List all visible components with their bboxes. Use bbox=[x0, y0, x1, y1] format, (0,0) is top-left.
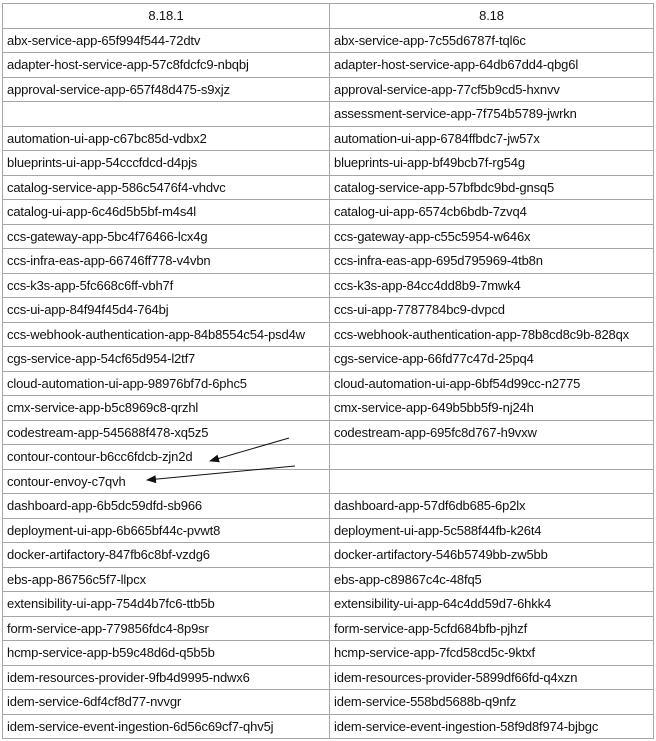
cell-pod-8-18-1: automation-ui-app-c67bc85d-vdbx2 bbox=[3, 126, 330, 151]
table-row bbox=[3, 347, 654, 372]
table-row bbox=[3, 151, 654, 176]
table-row bbox=[3, 53, 654, 78]
cell-pod-8-18-1: deployment-ui-app-6b665bf44c-pvwt8 bbox=[3, 518, 330, 543]
cell-pod-8-18-1: contour-envoy-c7qvh bbox=[3, 469, 330, 494]
cell-pod-8-18-1: ccs-webhook-authentication-app-84b8554c54-psd4w bbox=[3, 322, 330, 347]
cell-pod-8-18: automation-ui-app-6784ffbdc7-jw57x bbox=[330, 126, 654, 151]
cell-pod-8-18: assessment-service-app-7f754b5789-jwrkn bbox=[330, 102, 654, 127]
table-row bbox=[3, 126, 654, 151]
table-row bbox=[3, 298, 654, 323]
table-row bbox=[3, 567, 654, 592]
cell-pod-8-18-1: idem-service-6df4cf8d77-nvvgr bbox=[3, 690, 330, 715]
header-version-8-18: 8.18 bbox=[330, 4, 654, 29]
cell-pod-8-18: catalog-ui-app-6574cb6bdb-7zvq4 bbox=[330, 200, 654, 225]
cell-pod-8-18: codestream-app-695fc8d767-h9vxw bbox=[330, 420, 654, 445]
cell-pod-8-18: blueprints-ui-app-bf49bcb7f-rg54g bbox=[330, 151, 654, 176]
cell-pod-8-18-1: cgs-service-app-54cf65d954-l2tf7 bbox=[3, 347, 330, 372]
cell-pod-8-18-1: abx-service-app-65f994f544-72dtv bbox=[3, 28, 330, 53]
cell-pod-8-18: ebs-app-c89867c4c-48fq5 bbox=[330, 567, 654, 592]
table-row bbox=[3, 592, 654, 617]
cell-pod-8-18: ccs-gateway-app-c55c5954-w646x bbox=[330, 224, 654, 249]
cell-pod-8-18-1: blueprints-ui-app-54cccfdcd-d4pjs bbox=[3, 151, 330, 176]
cell-pod-8-18-1: ccs-ui-app-84f94f45d4-764bj bbox=[3, 298, 330, 323]
table-row bbox=[3, 494, 654, 519]
table-row bbox=[3, 518, 654, 543]
cell-pod-8-18: extensibility-ui-app-64c4dd59d7-6hkk4 bbox=[330, 592, 654, 617]
cell-pod-8-18-1: catalog-service-app-586c5476f4-vhdvc bbox=[3, 175, 330, 200]
table-row bbox=[3, 28, 654, 53]
cell-pod-8-18-1: idem-service-event-ingestion-6d56c69cf7-qhv5j bbox=[3, 714, 330, 739]
cell-pod-8-18-1: extensibility-ui-app-754d4b7fc6-ttb5b bbox=[3, 592, 330, 617]
cell-pod-8-18-1: ccs-gateway-app-5bc4f76466-lcx4g bbox=[3, 224, 330, 249]
cell-pod-8-18: ccs-ui-app-7787784bc9-dvpcd bbox=[330, 298, 654, 323]
table-row bbox=[3, 396, 654, 421]
table-row bbox=[3, 543, 654, 568]
table-row bbox=[3, 102, 654, 127]
cell-pod-8-18: cgs-service-app-66fd77c47d-25pq4 bbox=[330, 347, 654, 372]
cell-pod-8-18: cloud-automation-ui-app-6bf54d99cc-n2775 bbox=[330, 371, 654, 396]
table-row bbox=[3, 641, 654, 666]
cell-pod-8-18: hcmp-service-app-7fcd58cd5c-9ktxf bbox=[330, 641, 654, 666]
cell-pod-8-18-1: catalog-ui-app-6c46d5b5bf-m4s4l bbox=[3, 200, 330, 225]
cell-pod-8-18: idem-resources-provider-5899df66fd-q4xzn bbox=[330, 665, 654, 690]
cell-pod-8-18: approval-service-app-77cf5b9cd5-hxnvv bbox=[330, 77, 654, 102]
cell-pod-8-18-1: ccs-k3s-app-5fc668c6ff-vbh7f bbox=[3, 273, 330, 298]
cell-pod-8-18-1: docker-artifactory-847fb6c8bf-vzdg6 bbox=[3, 543, 330, 568]
cell-pod-8-18-1: idem-resources-provider-9fb4d9995-ndwx6 bbox=[3, 665, 330, 690]
table-row bbox=[3, 249, 654, 274]
table-row bbox=[3, 690, 654, 715]
cell-pod-8-18: cmx-service-app-649b5bb5f9-nj24h bbox=[330, 396, 654, 421]
cell-pod-8-18-1: hcmp-service-app-b59c48d6d-q5b5b bbox=[3, 641, 330, 666]
cell-pod-8-18: catalog-service-app-57bfbdc9bd-gnsq5 bbox=[330, 175, 654, 200]
cell-pod-8-18 bbox=[330, 445, 654, 470]
table-row bbox=[3, 371, 654, 396]
cell-pod-8-18-1: dashboard-app-6b5dc59dfd-sb966 bbox=[3, 494, 330, 519]
cell-pod-8-18: form-service-app-5cfd684bfb-pjhzf bbox=[330, 616, 654, 641]
table-row bbox=[3, 273, 654, 298]
cell-pod-8-18: idem-service-event-ingestion-58f9d8f974-bjbgc bbox=[330, 714, 654, 739]
cell-pod-8-18: adapter-host-service-app-64db67dd4-qbg6l bbox=[330, 53, 654, 78]
cell-pod-8-18: ccs-infra-eas-app-695d795969-4tb8n bbox=[330, 249, 654, 274]
pod-comparison-table bbox=[2, 3, 654, 739]
cell-pod-8-18: ccs-k3s-app-84cc4dd8b9-7mwk4 bbox=[330, 273, 654, 298]
cell-pod-8-18: dashboard-app-57df6db685-6p2lx bbox=[330, 494, 654, 519]
cell-pod-8-18-1: cloud-automation-ui-app-98976bf7d-6phc5 bbox=[3, 371, 330, 396]
cell-pod-8-18-1: ccs-infra-eas-app-66746ff778-v4vbn bbox=[3, 249, 330, 274]
cell-pod-8-18: idem-service-558bd5688b-q9nfz bbox=[330, 690, 654, 715]
table-row bbox=[3, 175, 654, 200]
cell-pod-8-18: abx-service-app-7c55d6787f-tql6c bbox=[330, 28, 654, 53]
cell-pod-8-18-1: codestream-app-545688f478-xq5z5 bbox=[3, 420, 330, 445]
header-row bbox=[3, 4, 654, 29]
cell-pod-8-18: deployment-ui-app-5c588f44fb-k26t4 bbox=[330, 518, 654, 543]
table-row bbox=[3, 665, 654, 690]
table-row bbox=[3, 200, 654, 225]
cell-pod-8-18-1: cmx-service-app-b5c8969c8-qrzhl bbox=[3, 396, 330, 421]
table-row bbox=[3, 616, 654, 641]
cell-pod-8-18: docker-artifactory-546b5749bb-zw5bb bbox=[330, 543, 654, 568]
table-row bbox=[3, 420, 654, 445]
header-version-8-18-1: 8.18.1 bbox=[3, 4, 330, 29]
cell-pod-8-18-1 bbox=[3, 102, 330, 127]
cell-pod-8-18-1: contour-contour-b6cc6fdcb-zjn2d bbox=[3, 445, 330, 470]
cell-pod-8-18-1: approval-service-app-657f48d475-s9xjz bbox=[3, 77, 330, 102]
table-row bbox=[3, 77, 654, 102]
table-row bbox=[3, 469, 654, 494]
table-row bbox=[3, 224, 654, 249]
cell-pod-8-18-1: ebs-app-86756c5f7-llpcx bbox=[3, 567, 330, 592]
table-row bbox=[3, 322, 654, 347]
cell-pod-8-18-1: form-service-app-779856fdc4-8p9sr bbox=[3, 616, 330, 641]
table-row bbox=[3, 445, 654, 470]
table-row bbox=[3, 714, 654, 739]
cell-pod-8-18-1: adapter-host-service-app-57c8fdcfc9-nbqbj bbox=[3, 53, 330, 78]
cell-pod-8-18 bbox=[330, 469, 654, 494]
cell-pod-8-18: ccs-webhook-authentication-app-78b8cd8c9b-828qx bbox=[330, 322, 654, 347]
table-body bbox=[3, 28, 654, 739]
